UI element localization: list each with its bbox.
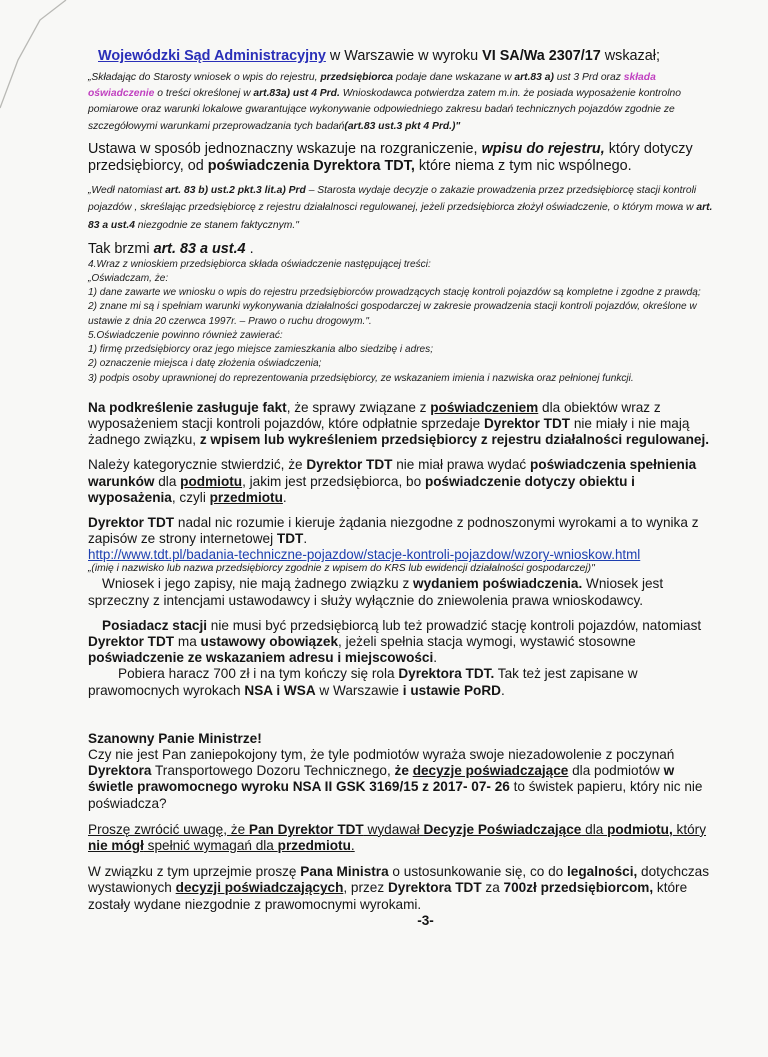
law-line: 2) znane mi są i spełniam warunki wykonywania działalności gospodarczej w zakresie prowadzenia stacji kontroli pojazdów, określone w ustawie z dnia 20 czerwca 1997r. – Prawo o ruchu drogowym.". [88,301,697,327]
form-field-note: „(imię i nazwisko lub nazwa przedsiębiorcy zgodnie z wpisem do KRS lub ewidencji działalności gospodarczej)" [88,563,595,575]
paragraph-prosze-uwage: Proszę zwrócić uwagę, że Pan Dyrektor TDT wydawał Decyzje Poświadczające dla podmiotu, który nie mógł spełnić wymagań dla przedmiotu. [88,821,706,853]
law-line: 4.Wraz z wnioskiem przedsiębiorca składa oświadczenie następującej treści: [88,258,431,270]
paragraph-kategorycznie: Należy kategorycznie stwierdzić, że Dyrektor TDT nie miał prawa wydać poświadczenia spełnienia warunków dla podmiotu, jakim jest przedsiębiorca, bo poświadczenie dotyczy obiektu i wyposażenia, czyli przedmiotu. [88,457,697,505]
court-city: w Warszawie w wyroku [325,48,483,64]
quote-art83b: „Wedł natomiast art. 83 b) ust.2 pkt.3 lit.a) Prd – Starosta wydaje decyzje o zakazie prowadzenia przez przedsiębiorcę stacji kontroli pojazdów , skreślając przedsiębiorcę z rejestru działalnosci regulowanej, jeżeli przedsiębiorca złożył oświadczenie, o którym mowa w art. 83 a ust.4 niezgodnie ze stanem faktycznym." [88,184,713,231]
paragraph-zaniepokojony: Czy nie jest Pan zaniepokojony tym, że tyle podmiotów wyraża swoje niezadowolenie z poczynań Dyrektora Transportowego Dozoru Technicznego, że decyzje poświadczające dla podmiotów w świetle prawomocnego wyroku NSA II GSK 3169/15 z 2017- 07- 26 to świstek papieru, który nic nie poświadcza? [88,746,703,811]
heading-tail: wskazał; [600,48,660,64]
law-line: „Oświadczam, że: [88,273,169,285]
page-fold-mark [0,0,70,110]
law-line: 3) podpis osoby uprawnionej do reprezentowania przedsiębiorcy, ze wskazaniem imienia i nazwiska oraz pełnionej funkcji. [88,372,634,384]
greeting: Szanowny Panie Ministrze! [88,730,262,746]
court-name: Wojewódzki Sąd Administracyjny [98,48,326,64]
law-line: 2) oznaczenie miejsca i datę złożenia oświadczenia; [88,358,322,370]
paragraph-posiadacz: Posiadacz stacji nie musi być przedsiębiorcą lub też prowadzić stację kontroli pojazdów, natomiast Dyrektor TDT ma ustawowy obowiązek, jeżeli spełnia stacja wymogi, wystawić stosowne poświadczenie ze wskazaniem adresu i miejscowości. [88,617,702,666]
paragraph-haracz: Pobiera haracz 700 zł i na tym kończy się rola Dyrektora TDT. Tak też jest zapisane w prawomocnych wyrokach NSA i WSA w Warszawie i ustawie PoRD. [88,666,638,698]
law-line: 1) dane zawarte we wniosku o wpis do rejestru przedsiębiorców prowadzących stację kontroli pojazdów są kompletne i zgodne z prawdą; [88,287,701,299]
paragraph-rozgraniczenie: Ustawa w sposób jednoznaczny wskazuje na rozgraniczenie, wpisu do rejestru, który dotyczy przedsiębiorcy, od poświadczenia Dyrektora TDT, które niema z tym nic wspólnego. [88,140,693,174]
tdt-forms-link[interactable]: http://www.tdt.pl/badania-techniczne-pojazdow/stacje-kontroli-pojazdow/wzory-wnioskow.html [88,547,641,563]
page-number: -3- [417,912,434,928]
highlighted-phrase: składa oświadczenie [88,71,656,100]
court-ruling-heading [88,48,723,65]
law-line: 1) firmę przedsiębiorcy oraz jego miejsce zamieszkania albo siedzibę i adres; [88,344,434,356]
law-line: 5.Oświadczenie powinno również zawierać: [88,329,283,341]
quote-wsa: „Składając do Starosty wniosek o wpis do rejestru, przedsiębiorca podaje dane wskazane w art.83 a) ust 3 Prd oraz składa oświadczenie o treści określonej w art.83a) ust 4 Prd. Wnioskodawca potwierdza zatem m.in. że posiada wyposażenie kontrolno pomiarowe oraz warunki lokalowe gwarantujące wykonywanie odpowiedniego zakresu badań technicznych pojazdów zgodnie ze szczegółowymi warunkami przeprowadzania tych badań(art.83 ust.3 pkt 4 Prd.)" [88,71,681,132]
ruling-number: VI SA/Wa 2307/17 [482,48,601,64]
article-intro: Tak brzmi art. 83 a ust.4 . [88,241,254,258]
letter-body [88,48,723,929]
law-text-art83a [88,258,723,386]
paragraph-prosba: W związku z tym uprzejmie proszę Pana Ministra o ustosunkowanie się, co do legalności, dotychczas wystawionych decyzji poświadczających, przez Dyrektora TDT za 700zł przedsiębiorcom, które zostały wydane niezgodnie z prawomocnymi wyrokami. [88,864,710,912]
paragraph-podkreslenie: Na podkreślenie zasługuje fakt, że sprawy związane z poświadczeniem dla obiektów wraz z wyposażeniem stacji kontroli pojazdów, które odpłatnie sprzedaje Dyrektor TDT nie miały i nie mają żadnego związku, z wpisem lub wykreśleniem przedsiębiorcy z rejestru działalności regulowanej. [88,399,710,448]
paragraph-wniosek: Wniosek i jego zapisy, nie mają żadnego związku z wydaniem poświadczenia. Wniosek jest sprzeczny z intencjami ustawodawcy i służy wyłącznie do zniewolenia prawa wnioskodawcy. [88,576,664,608]
paragraph-dyrektor-tdt: Dyrektor TDT nadal nic rozumie i kieruje żądania niezgodne z podnoszonymi wyrokami a to wynika z zapisów ze strony internetowej TDT. [88,514,699,547]
